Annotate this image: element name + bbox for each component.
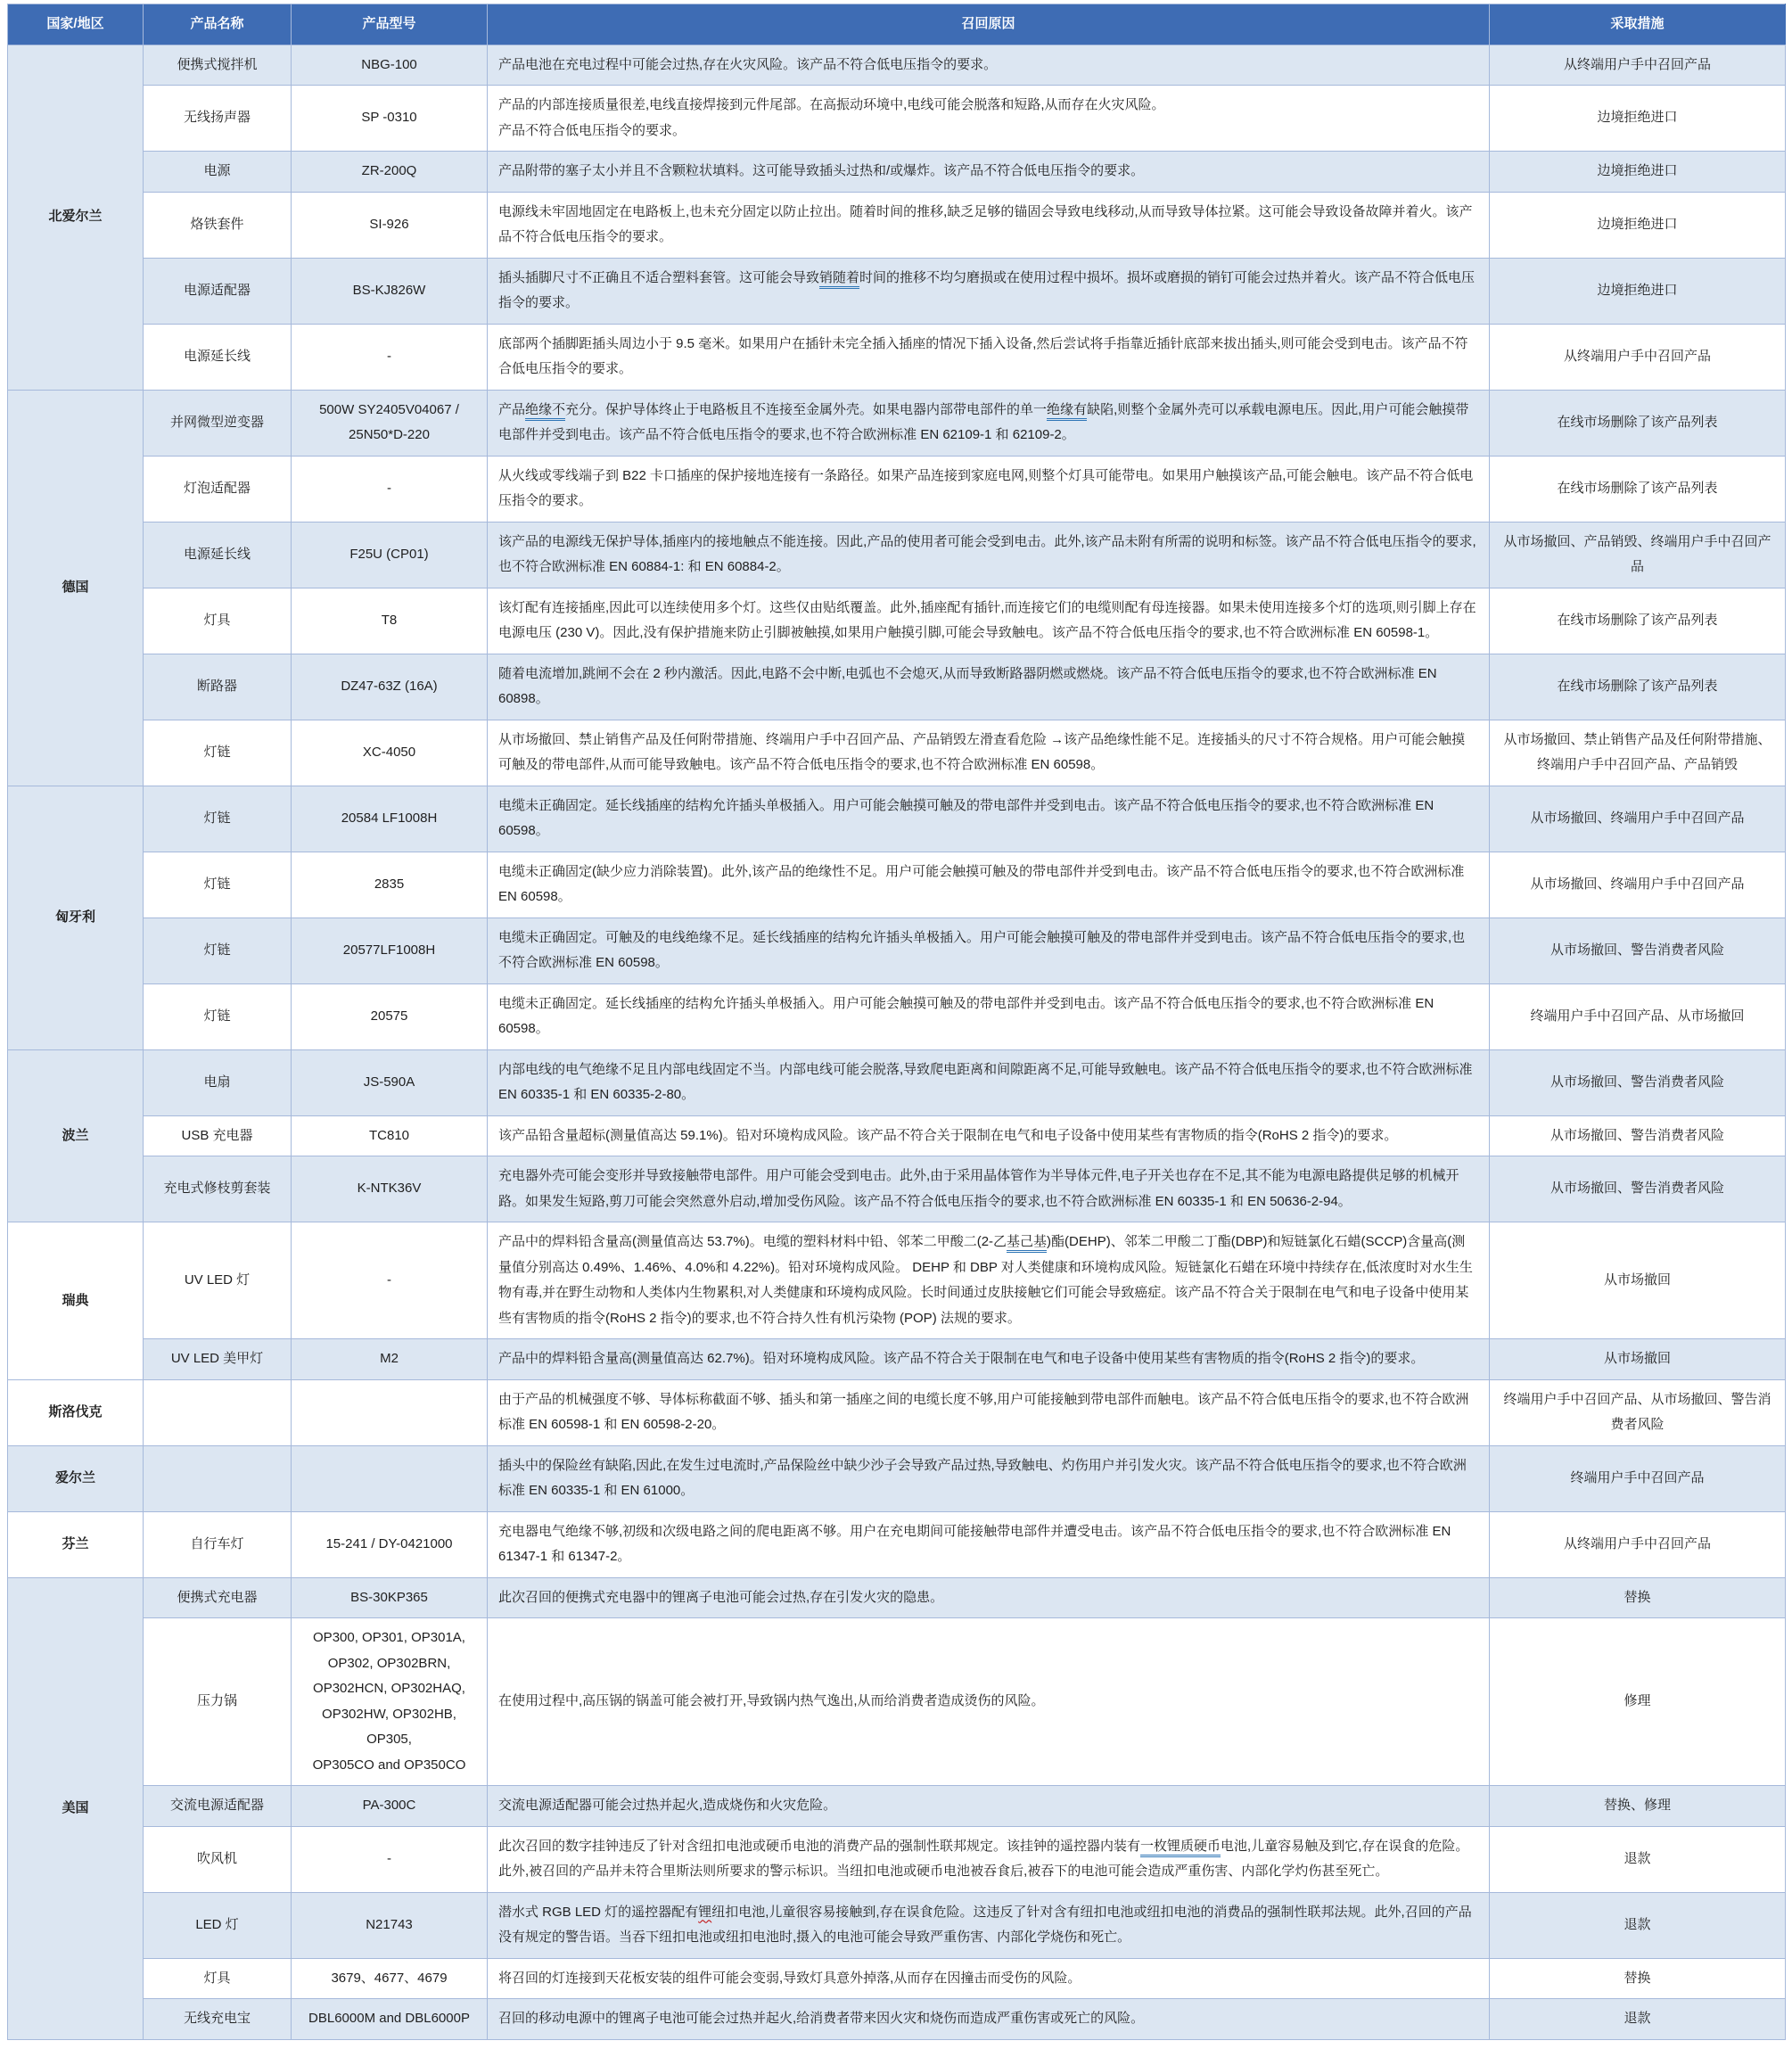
recall-reason-cell: 插头中的保险丝有缺陷,因此,在发生过电流时,产品保险丝中缺少沙子会导致产品过热,导致触电、灼伤用户并引发火灾。该产品不符合低电压指令的要求,也不符合欧洲标准 EN 60335-1 和 EN 61000。 bbox=[488, 1445, 1490, 1511]
action-taken-cell: 边境拒绝进口 bbox=[1490, 258, 1786, 324]
action-taken-cell: 从市场撤回、产品销毁、终端用户手中召回产品 bbox=[1490, 522, 1786, 588]
product-model-cell: SI-926 bbox=[292, 192, 488, 258]
product-model-cell: DZ47-63Z (16A) bbox=[292, 654, 488, 720]
recall-reason-cell: 底部两个插脚距插头周边小于 9.5 毫米。如果用户在插针未完全插入插座的情况下插入设备,然后尝试将手指靠近插针底部来拔出插头,则可能会受到电击。该产品不符合低电压指令的要求。 bbox=[488, 324, 1490, 390]
product-model-cell bbox=[292, 1379, 488, 1445]
country-cell: 北爱尔兰 bbox=[8, 45, 144, 390]
table-row bbox=[8, 86, 1786, 152]
table-row bbox=[8, 258, 1786, 324]
recall-reason-cell: 产品的内部连接质量很差,电线直接焊接到元件尾部。在高振动环境中,电线可能会脱落和短路,从而存在火灾风险。 产品不符合低电压指令的要求。 bbox=[488, 86, 1490, 152]
table-row bbox=[8, 1156, 1786, 1222]
table-row bbox=[8, 852, 1786, 918]
action-taken-cell: 从终端用户手中召回产品 bbox=[1490, 45, 1786, 86]
table-row bbox=[8, 1379, 1786, 1445]
action-taken-cell: 在线市场删除了该产品列表 bbox=[1490, 390, 1786, 456]
action-taken-cell: 从市场撤回、终端用户手中召回产品 bbox=[1490, 786, 1786, 852]
product-model-cell: 20575 bbox=[292, 983, 488, 1049]
table-row bbox=[8, 1445, 1786, 1511]
product-model-cell: 20577LF1008H bbox=[292, 918, 488, 983]
product-model-cell: - bbox=[292, 324, 488, 390]
recall-reason-cell: 在使用过程中,高压锅的锅盖可能会被打开,导致锅内热气逸出,从而给消费者造成烫伤的风险。 bbox=[488, 1618, 1490, 1786]
product-name-cell: 无线充电宝 bbox=[144, 1999, 292, 2040]
product-name-cell: 烙铁套件 bbox=[144, 192, 292, 258]
product-model-cell: 500W SY2405V04067 / 25N50*D-220 bbox=[292, 390, 488, 456]
action-taken-cell: 终端用户手中召回产品、从市场撤回、警告消费者风险 bbox=[1490, 1379, 1786, 1445]
table-row bbox=[8, 1222, 1786, 1339]
action-taken-cell: 在线市场删除了该产品列表 bbox=[1490, 588, 1786, 654]
spellcheck-double-mark: 基己基 bbox=[1007, 1234, 1047, 1253]
action-taken-cell: 替换 bbox=[1490, 1577, 1786, 1618]
action-taken-cell: 从终端用户手中召回产品 bbox=[1490, 1511, 1786, 1577]
product-model-cell: NBG-100 bbox=[292, 45, 488, 86]
recall-reason-cell: 随着电流增加,跳闸不会在 2 秒内激活。因此,电路不会中断,电弧也不会熄灭,从而导致断路器阴燃或燃烧。该产品不符合低电压指令的要求,也不符合欧洲标准 EN 60898。 bbox=[488, 654, 1490, 720]
recall-reason-cell: 充电器外壳可能会变形并导致接触带电部件。用户可能会受到电击。此外,由于采用晶体管作为半导体元件,电子开关也存在不足,其不能为电源电路提供足够的机械开路。如果发生短路,剪刀可能会突然意外启动,增加受伤风险。该产品不符合低电压指令的要求,也不符合欧洲标准 EN 60335-1 和 EN 50636-2-94。 bbox=[488, 1156, 1490, 1222]
recall-reason-cell: 交流电源适配器可能会过热并起火,造成烧伤和火灾危险。 bbox=[488, 1786, 1490, 1827]
country-cell: 匈牙利 bbox=[8, 786, 144, 1049]
product-model-cell: 15-241 / DY-0421000 bbox=[292, 1511, 488, 1577]
product-name-cell: 灯具 bbox=[144, 588, 292, 654]
recall-reason-cell: 从市场撤回、禁止销售产品及任何附带措施、终端用户手中召回产品、产品销毁左滑查看危险 →该产品绝缘性能不足。连接插头的尺寸不符合规格。用户可能会触摸可触及的带电部件,从而可能导致触电。该产品不符合低电压指令的要求,也不符合欧洲标准 EN 60598。 bbox=[488, 720, 1490, 786]
action-taken-cell: 从市场撤回、警告消费者风险 bbox=[1490, 1115, 1786, 1156]
product-name-cell bbox=[144, 1379, 292, 1445]
recall-reason-cell: 产品附带的塞子太小并且不含颗粒状填料。这可能导致插头过热和/或爆炸。该产品不符合低电压指令的要求。 bbox=[488, 152, 1490, 193]
table-row bbox=[8, 152, 1786, 193]
product-name-cell: 并网微型逆变器 bbox=[144, 390, 292, 456]
table-row bbox=[8, 588, 1786, 654]
header-row bbox=[8, 4, 1786, 45]
product-name-cell: 电扇 bbox=[144, 1049, 292, 1115]
action-taken-cell: 边境拒绝进口 bbox=[1490, 192, 1786, 258]
country-cell: 波兰 bbox=[8, 1049, 144, 1222]
product-model-cell: - bbox=[292, 1222, 488, 1339]
spellcheck-double-mark: 绝缘有 bbox=[1047, 402, 1087, 421]
action-taken-cell: 终端用户手中召回产品、从市场撤回 bbox=[1490, 983, 1786, 1049]
product-model-cell: M2 bbox=[292, 1339, 488, 1380]
product-model-cell: 2835 bbox=[292, 852, 488, 918]
column-header-1: 产品名称 bbox=[144, 4, 292, 45]
recall-reason-cell: 产品中的焊料铅含量高(测量值高达 53.7%)。电缆的塑料材料中铅、邻苯二甲酸二(2-乙基己基)酯(DEHP)、邻苯二甲酸二丁酯(DBP)和短链氯化石蜡(SCCP)含量高(测量值分别高达 0.49%、1.46%、4.0%和 4.22%)。铅对环境构成风险。 DEHP 和 DBP 对人类健康和环境构成风险。短链氯化石蜡在环境中持续存在,低浓度时对水生生物有毒,并在野生动物和人类体内生物累积,对人类健康和环境构成风险。长时间通过皮肤接触它们可能会导致癌症。该产品不符合关于限制在电气和电子设备中使用某些有害物质的指令(RoHS 2 指令)的要求,也不符合持久性有机污染物 (POP) 法规的要求。 bbox=[488, 1222, 1490, 1339]
column-header-4: 采取措施 bbox=[1490, 4, 1786, 45]
product-name-cell: LED 灯 bbox=[144, 1892, 292, 1958]
action-taken-cell: 在线市场删除了该产品列表 bbox=[1490, 456, 1786, 522]
product-model-cell: ZR-200Q bbox=[292, 152, 488, 193]
action-taken-cell: 替换 bbox=[1490, 1958, 1786, 1999]
recall-reason-cell: 插头插脚尺寸不正确且不适合塑料套管。这可能会导致销随着时间的推移不均匀磨损或在使用过程中损坏。损坏或磨损的销钉可能会过热并着火。该产品不符合低电压指令的要求。 bbox=[488, 258, 1490, 324]
table-row bbox=[8, 786, 1786, 852]
spellcheck-double-mark: 绝缘不 bbox=[525, 402, 565, 421]
action-taken-cell: 从终端用户手中召回产品 bbox=[1490, 324, 1786, 390]
table-row bbox=[8, 192, 1786, 258]
recall-reason-cell: 产品绝缘不充分。保护导体终止于电路板且不连接至金属外壳。如果电器内部带电部件的单一绝缘有缺陷,则整个金属外壳可以承载电源电压。因此,用户可能会触摸带电部件并受到电击。该产品不符合低电压指令的要求,也不符合欧洲标准 EN 62109-1 和 62109-2。 bbox=[488, 390, 1490, 456]
recall-reason-cell: 此次召回的便携式充电器中的锂离子电池可能会过热,存在引发火灾的隐患。 bbox=[488, 1577, 1490, 1618]
table-row bbox=[8, 1826, 1786, 1892]
product-name-cell: 灯链 bbox=[144, 983, 292, 1049]
product-name-cell: 无线扬声器 bbox=[144, 86, 292, 152]
action-taken-cell: 修理 bbox=[1490, 1618, 1786, 1786]
product-model-cell: BS-KJ826W bbox=[292, 258, 488, 324]
column-header-3: 召回原因 bbox=[488, 4, 1490, 45]
action-taken-cell: 从市场撤回 bbox=[1490, 1339, 1786, 1380]
product-model-cell: N21743 bbox=[292, 1892, 488, 1958]
product-name-cell: 灯泡适配器 bbox=[144, 456, 292, 522]
table-row bbox=[8, 1511, 1786, 1577]
product-name-cell: 充电式修枝剪套装 bbox=[144, 1156, 292, 1222]
action-taken-cell: 退款 bbox=[1490, 1826, 1786, 1892]
recall-reason-cell: 电缆未正确固定。延长线插座的结构允许插头单极插入。用户可能会触摸可触及的带电部件并受到电击。该产品不符合低电压指令的要求,也不符合欧洲标准 EN 60598。 bbox=[488, 786, 1490, 852]
product-model-cell: 20584 LF1008H bbox=[292, 786, 488, 852]
recall-reason-cell: 由于产品的机械强度不够、导体标称截面不够、插头和第一插座之间的电缆长度不够,用户可能接触到带电部件而触电。该产品不符合低电压指令的要求,也不符合欧洲标准 EN 60598-1 和 EN 60598-2-20。 bbox=[488, 1379, 1490, 1445]
action-taken-cell: 退款 bbox=[1490, 1999, 1786, 2040]
action-taken-cell: 在线市场删除了该产品列表 bbox=[1490, 654, 1786, 720]
product-model-cell: T8 bbox=[292, 588, 488, 654]
product-model-cell: PA-300C bbox=[292, 1786, 488, 1827]
product-name-cell: 交流电源适配器 bbox=[144, 1786, 292, 1827]
product-model-cell: JS-590A bbox=[292, 1049, 488, 1115]
country-cell: 德国 bbox=[8, 390, 144, 786]
recall-reason-cell: 该产品的电源线无保护导体,插座内的接地触点不能连接。因此,产品的使用者可能会受到电击。此外,该产品未附有所需的说明和标签。该产品不符合低电压指令的要求,也不符合欧洲标准 EN 60884-1: 和 EN 60884-2。 bbox=[488, 522, 1490, 588]
product-name-cell: 断路器 bbox=[144, 654, 292, 720]
product-name-cell: 压力锅 bbox=[144, 1618, 292, 1786]
action-taken-cell: 退款 bbox=[1490, 1892, 1786, 1958]
product-name-cell: 灯链 bbox=[144, 852, 292, 918]
table-row bbox=[8, 1115, 1786, 1156]
country-cell: 瑞典 bbox=[8, 1222, 144, 1380]
table-row bbox=[8, 1999, 1786, 2040]
product-model-cell: TC810 bbox=[292, 1115, 488, 1156]
table-header bbox=[8, 4, 1786, 45]
product-name-cell: 灯链 bbox=[144, 720, 292, 786]
product-model-cell: XC-4050 bbox=[292, 720, 488, 786]
recall-reason-cell: 内部电线的电气绝缘不足且内部电线固定不当。内部电线可能会脱落,导致爬电距离和间隙距离不足,可能导致触电。该产品不符合低电压指令的要求,也不符合欧洲标准 EN 60335-1 和 EN 60335-2-80。 bbox=[488, 1049, 1490, 1115]
product-name-cell: UV LED 灯 bbox=[144, 1222, 292, 1339]
recall-reason-cell: 潜水式 RGB LED 灯的遥控器配有锂纽扣电池,儿童很容易接触到,存在误食危险。这违反了针对含有纽扣电池或纽扣电池的消费品的强制性联邦法规。此外,召回的产品没有规定的警告语。当吞下纽扣电池或纽扣电池时,摄入的电池可能会导致严重伤害、内部化学烧伤和死亡。 bbox=[488, 1892, 1490, 1958]
recall-reason-cell: 电源线未牢固地固定在电路板上,也未充分固定以防止拉出。随着时间的推移,缺乏足够的锚固会导致电线移动,从而导致导体拉紧。这可能会导致设备故障并着火。该产品不符合低电压指令的要求。 bbox=[488, 192, 1490, 258]
recall-reason-cell: 将召回的灯连接到天花板安装的组件可能会变弱,导致灯具意外掉落,从而存在因撞击而受伤的风险。 bbox=[488, 1958, 1490, 1999]
country-cell: 爱尔兰 bbox=[8, 1445, 144, 1511]
recall-reason-cell: 召回的移动电源中的锂离子电池可能会过热并起火,给消费者带来因火灾和烧伤而造成严重伤害或死亡的风险。 bbox=[488, 1999, 1490, 2040]
product-model-cell: K-NTK36V bbox=[292, 1156, 488, 1222]
table-row bbox=[8, 1892, 1786, 1958]
product-name-cell: 灯链 bbox=[144, 918, 292, 983]
action-taken-cell: 从市场撤回、警告消费者风险 bbox=[1490, 1049, 1786, 1115]
action-taken-cell: 边境拒绝进口 bbox=[1490, 86, 1786, 152]
product-model-cell: - bbox=[292, 1826, 488, 1892]
product-name-cell: 便携式充电器 bbox=[144, 1577, 292, 1618]
product-name-cell: 电源延长线 bbox=[144, 324, 292, 390]
product-name-cell: 吹风机 bbox=[144, 1826, 292, 1892]
action-taken-cell: 从市场撤回 bbox=[1490, 1222, 1786, 1339]
action-taken-cell: 替换、修理 bbox=[1490, 1786, 1786, 1827]
country-cell: 斯洛伐克 bbox=[8, 1379, 144, 1445]
table-row bbox=[8, 522, 1786, 588]
spellcheck-wavy-mark: 锂 bbox=[698, 1904, 712, 1920]
recall-reason-cell: 该灯配有连接插座,因此可以连续使用多个灯。这些仅由贴纸覆盖。此外,插座配有插针,而连接它们的电缆则配有母连接器。如果未使用连接多个灯的选项,则引脚上存在电源电压 (230 V)。因此,没有保护措施来防止引脚被触摸,如果用户触摸引脚,可能会导致触电。该产品不符合低电压指令的要求,也不符合欧洲标准 EN 60598-1。 bbox=[488, 588, 1490, 654]
recall-reason-cell: 电缆未正确固定。延长线插座的结构允许插头单极插入。用户可能会触摸可触及的带电部件并受到电击。该产品不符合低电压指令的要求,也不符合欧洲标准 EN 60598。 bbox=[488, 983, 1490, 1049]
action-taken-cell: 从市场撤回、禁止销售产品及任何附带措施、终端用户手中召回产品、产品销毁 bbox=[1490, 720, 1786, 786]
recall-reason-cell: 该产品铅含量超标(测量值高达 59.1%)。铅对环境构成风险。该产品不符合关于限制在电气和电子设备中使用某些有害物质的指令(RoHS 2 指令)的要求。 bbox=[488, 1115, 1490, 1156]
product-name-cell: USB 充电器 bbox=[144, 1115, 292, 1156]
column-header-0: 国家/地区 bbox=[8, 4, 144, 45]
column-header-2: 产品型号 bbox=[292, 4, 488, 45]
product-name-cell bbox=[144, 1445, 292, 1511]
action-taken-cell: 边境拒绝进口 bbox=[1490, 152, 1786, 193]
action-taken-cell: 从市场撤回、警告消费者风险 bbox=[1490, 918, 1786, 983]
recall-reason-cell: 电缆未正确固定(缺少应力消除装置)。此外,该产品的绝缘性不足。用户可能会触摸可触及的带电部件并受到电击。该产品不符合低电压指令的要求,也不符合欧洲标准 EN 60598。 bbox=[488, 852, 1490, 918]
action-taken-cell: 终端用户手中召回产品 bbox=[1490, 1445, 1786, 1511]
product-model-cell: SP -0310 bbox=[292, 86, 488, 152]
recall-reason-cell: 产品电池在充电过程中可能会过热,存在火灾风险。该产品不符合低电压指令的要求。 bbox=[488, 45, 1490, 86]
product-name-cell: 电源延长线 bbox=[144, 522, 292, 588]
product-name-cell: 便携式搅拌机 bbox=[144, 45, 292, 86]
recall-table bbox=[7, 4, 1786, 2040]
product-model-cell: DBL6000M and DBL6000P bbox=[292, 1999, 488, 2040]
product-name-cell: UV LED 美甲灯 bbox=[144, 1339, 292, 1380]
spellcheck-double-mark: 一枚锂质硬币 bbox=[1140, 1839, 1221, 1857]
table-row bbox=[8, 1786, 1786, 1827]
table-row bbox=[8, 390, 1786, 456]
table-row bbox=[8, 1339, 1786, 1380]
table-row bbox=[8, 918, 1786, 983]
table-row bbox=[8, 456, 1786, 522]
table-row bbox=[8, 720, 1786, 786]
product-name-cell: 灯链 bbox=[144, 786, 292, 852]
table-row bbox=[8, 324, 1786, 390]
table-row bbox=[8, 1958, 1786, 1999]
product-model-cell: 3679、4677、4679 bbox=[292, 1958, 488, 1999]
table-row bbox=[8, 654, 1786, 720]
product-model-cell: BS-30KP365 bbox=[292, 1577, 488, 1618]
product-model-cell: F25U (CP01) bbox=[292, 522, 488, 588]
country-cell: 美国 bbox=[8, 1577, 144, 2039]
table-row bbox=[8, 983, 1786, 1049]
country-cell: 芬兰 bbox=[8, 1511, 144, 1577]
table-row bbox=[8, 45, 1786, 86]
product-name-cell: 灯具 bbox=[144, 1958, 292, 1999]
product-model-cell: - bbox=[292, 456, 488, 522]
recall-reason-cell: 充电器电气绝缘不够,初级和次级电路之间的爬电距离不够。用户在充电期间可能接触带电部件并遭受电击。该产品不符合低电压指令的要求,也不符合欧洲标准 EN 61347-1 和 61347-2。 bbox=[488, 1511, 1490, 1577]
spellcheck-double-mark: 销随着 bbox=[819, 270, 859, 289]
recall-reason-cell: 此次召回的数字挂钟违反了针对含纽扣电池或硬币电池的消费产品的强制性联邦规定。该挂钟的遥控器内装有一枚锂质硬币电池,儿童容易触及到它,存在误食的危险。此外,被召回的产品并未符合里斯法则所要求的警示标识。当纽扣电池或硬币电池被吞食后,被吞下的电池可能会造成严重伤害、内部化学灼伤甚至死亡。 bbox=[488, 1826, 1490, 1892]
product-model-cell bbox=[292, 1445, 488, 1511]
recall-reason-cell: 产品中的焊料铅含量高(测量值高达 62.7%)。铅对环境构成风险。该产品不符合关于限制在电气和电子设备中使用某些有害物质的指令(RoHS 2 指令)的要求。 bbox=[488, 1339, 1490, 1380]
table-row bbox=[8, 1577, 1786, 1618]
action-taken-cell: 从市场撤回、终端用户手中召回产品 bbox=[1490, 852, 1786, 918]
recall-reason-cell: 从火线或零线端子到 B22 卡口插座的保护接地连接有一条路径。如果产品连接到家庭电网,则整个灯具可能带电。如果用户触摸该产品,可能会触电。该产品不符合低电压指令的要求。 bbox=[488, 456, 1490, 522]
table-body bbox=[8, 45, 1786, 2039]
table-row bbox=[8, 1618, 1786, 1786]
product-name-cell: 电源 bbox=[144, 152, 292, 193]
product-name-cell: 电源适配器 bbox=[144, 258, 292, 324]
recall-reason-cell: 电缆未正确固定。可触及的电线绝缘不足。延长线插座的结构允许插头单极插入。用户可能会触摸可触及的带电部件并受到电击。该产品不符合低电压指令的要求,也不符合欧洲标准 EN 60598。 bbox=[488, 918, 1490, 983]
product-model-cell: OP300, OP301, OP301A, OP302, OP302BRN, OP302HCN, OP302HAQ, OP302HW, OP302HB, OP305, OP305CO and OP350CO bbox=[292, 1618, 488, 1786]
table-row bbox=[8, 1049, 1786, 1115]
action-taken-cell: 从市场撤回、警告消费者风险 bbox=[1490, 1156, 1786, 1222]
product-name-cell: 自行车灯 bbox=[144, 1511, 292, 1577]
